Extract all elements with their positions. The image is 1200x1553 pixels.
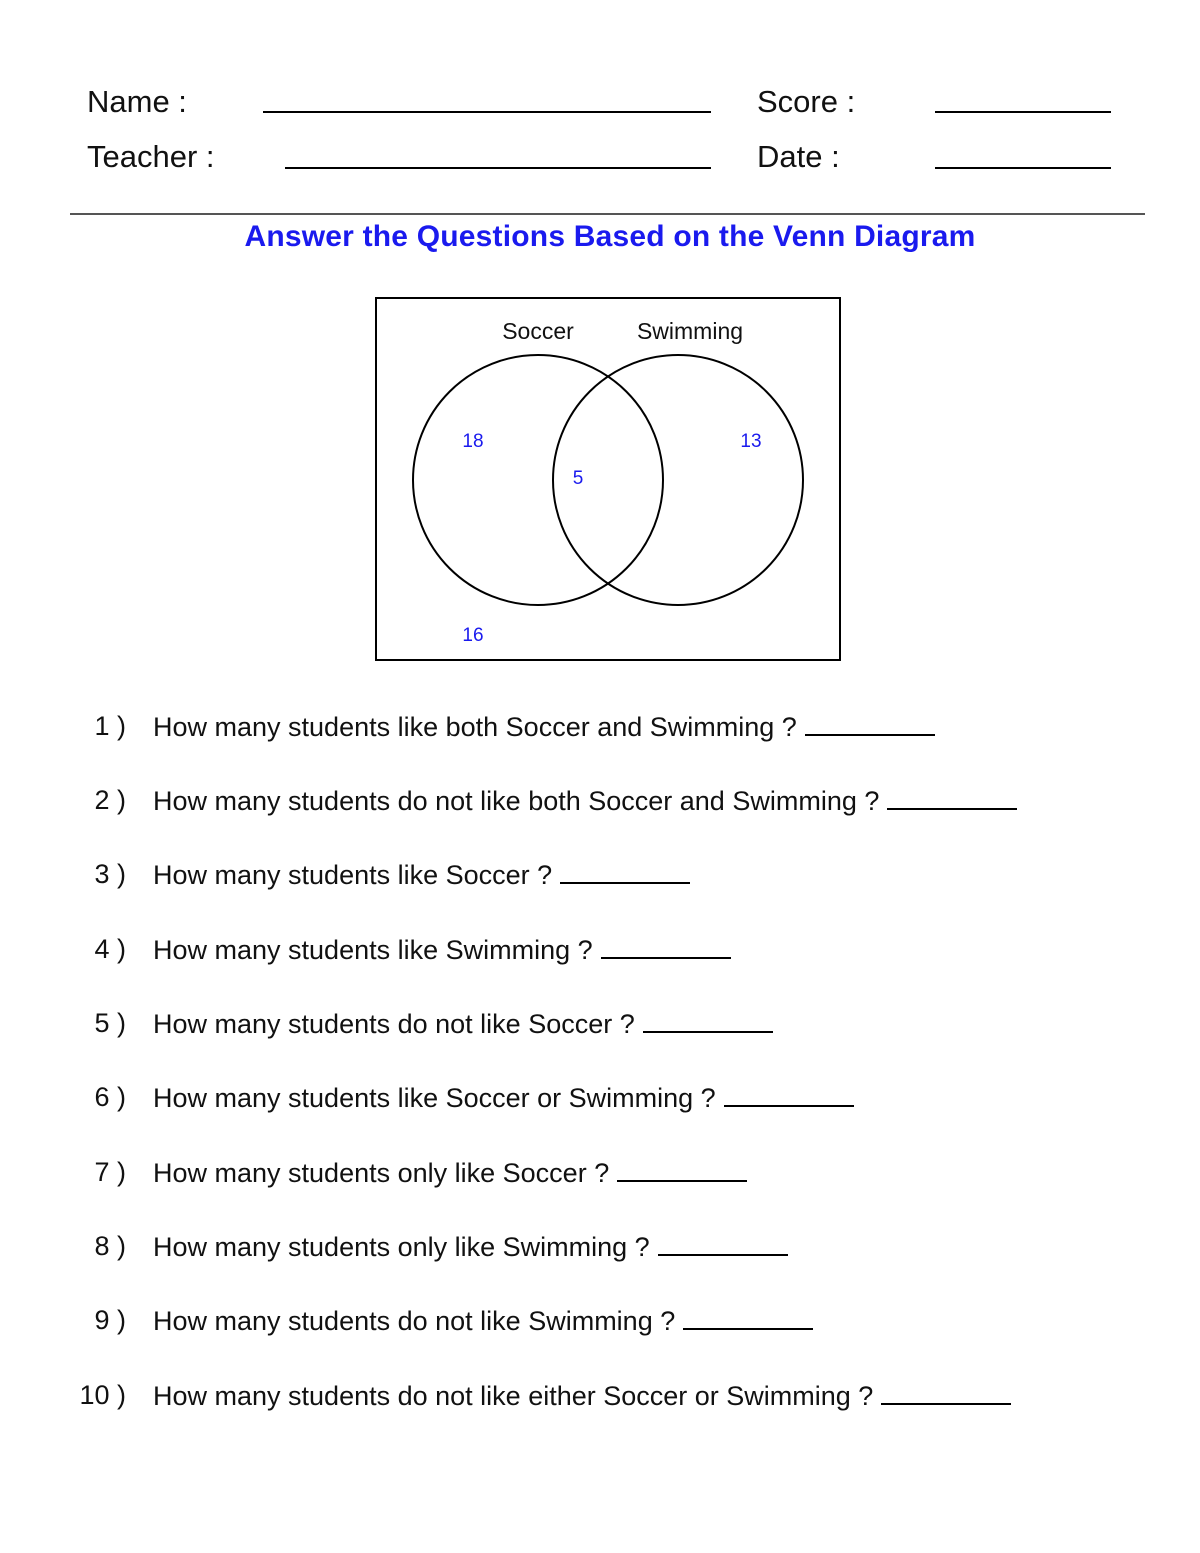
question-text: How many students do not like Soccer ?	[153, 1009, 635, 1039]
question-item	[153, 858, 690, 891]
question-text: How many students do not like either Soccer or Swimming ?	[153, 1381, 874, 1411]
question-number: 8 )	[94, 1231, 126, 1261]
swimming-circle	[553, 355, 803, 605]
swimming-label: Swimming	[636, 318, 744, 344]
question-item	[153, 933, 731, 966]
question-item	[153, 1156, 747, 1189]
question-text: How many students like Soccer or Swimming ?	[153, 1083, 716, 1113]
question-number: 10 )	[79, 1380, 126, 1410]
question-number: 9 )	[94, 1305, 126, 1335]
both-value: 5	[572, 468, 584, 489]
score-label: Score :	[757, 84, 856, 119]
question-number: 5 )	[94, 1008, 126, 1038]
question-number: 6 )	[94, 1082, 126, 1112]
swimming-only-value: 13	[740, 431, 762, 452]
answer-blank[interactable]	[887, 784, 1017, 810]
answer-blank[interactable]	[658, 1230, 788, 1256]
question-text: How many students like Swimming ?	[153, 935, 593, 965]
question-text: How many students do not like Swimming ?	[153, 1306, 676, 1336]
answer-blank[interactable]	[560, 858, 690, 884]
name-label: Name :	[87, 84, 187, 119]
soccer-circle	[413, 355, 663, 605]
question-number: 2 )	[94, 785, 126, 815]
answer-blank[interactable]	[601, 933, 731, 959]
question-number: 4 )	[94, 934, 126, 964]
question-item	[153, 784, 1017, 817]
answer-blank[interactable]	[805, 710, 935, 736]
answer-blank[interactable]	[881, 1379, 1011, 1405]
answer-blank[interactable]	[683, 1304, 813, 1330]
question-text: How many students only like Swimming ?	[153, 1232, 650, 1262]
date-label: Date :	[757, 139, 840, 174]
soccer-label: Soccer	[502, 318, 574, 344]
question-number: 1 )	[94, 711, 126, 741]
question-text: How many students like Soccer ?	[153, 860, 553, 890]
question-item	[153, 1304, 813, 1337]
question-item	[153, 1379, 1011, 1412]
neither-value: 16	[462, 625, 484, 646]
answer-blank[interactable]	[617, 1156, 747, 1182]
question-item	[153, 1007, 773, 1040]
soccer-only-value: 18	[462, 431, 484, 452]
question-item	[153, 710, 935, 743]
answer-blank[interactable]	[643, 1007, 773, 1033]
question-item	[153, 1081, 854, 1114]
teacher-label: Teacher :	[87, 139, 215, 174]
question-text: How many students only like Soccer ?	[153, 1158, 610, 1188]
question-text: How many students do not like both Soccer and Swimming ?	[153, 786, 880, 816]
answer-blank[interactable]	[724, 1081, 854, 1107]
worksheet-title: Answer the Questions Based on the Venn Diagram	[244, 220, 976, 253]
venn-diagram	[0, 0, 1200, 700]
question-number: 3 )	[94, 859, 126, 889]
question-text: How many students like both Soccer and Swimming ?	[153, 712, 797, 742]
universal-set-box	[376, 298, 840, 660]
question-item	[153, 1230, 788, 1263]
question-number: 7 )	[94, 1157, 126, 1187]
